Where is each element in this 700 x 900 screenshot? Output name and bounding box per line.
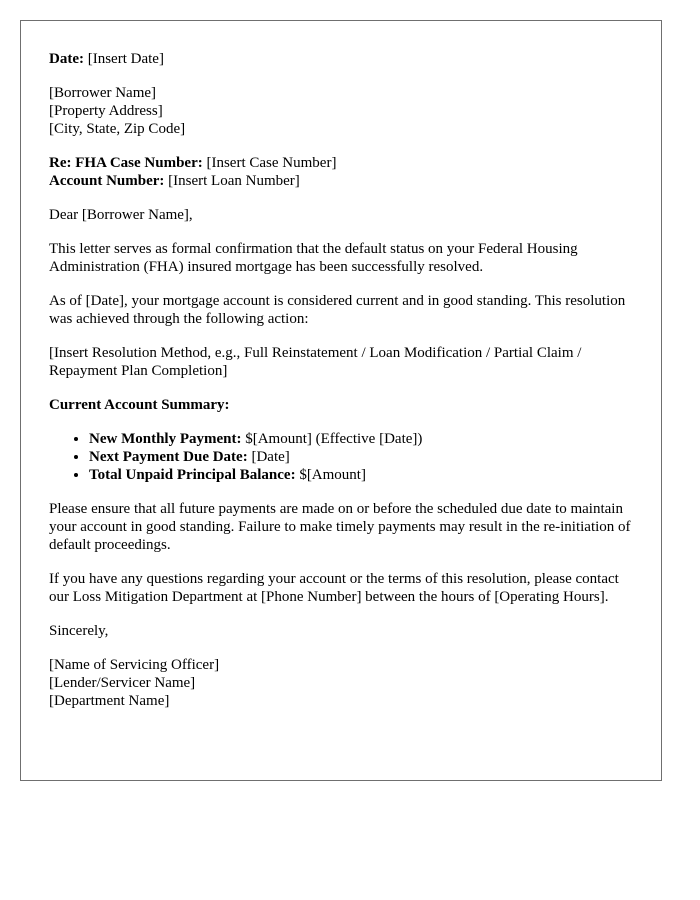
summary-list — [49, 430, 633, 484]
summary-item-label: Total Unpaid Principal Balance: — [89, 467, 296, 483]
date-value: [Insert Date] — [87, 51, 164, 67]
paragraph-payment-reminder: Please ensure that all future payments are made on or before the scheduled due date to maintain your account in good standing. Failure to make timely payments may result in the re-initiation of default proceedings. — [49, 501, 631, 553]
summary-item-monthly-payment — [89, 430, 633, 448]
paragraph-status: As of [Date], your mortgage account is considered current and in good standing. This resolution was achieved through the following action: — [49, 293, 626, 327]
summary-item-label: New Monthly Payment: — [89, 431, 242, 447]
reference-block — [49, 154, 633, 190]
recipient-name: [Borrower Name] — [49, 85, 157, 101]
recipient-city: [City, State, Zip Code] — [49, 121, 186, 137]
signature-department: [Department Name] — [49, 693, 170, 709]
summary-item-label: Next Payment Due Date: — [89, 449, 248, 465]
signature-officer: [Name of Servicing Officer] — [49, 657, 220, 673]
case-number-value: [Insert Case Number] — [206, 155, 337, 171]
salutation: Dear [Borrower Name], — [49, 207, 193, 223]
paragraph-confirmation: This letter serves as formal confirmation that the default status on your Federal Housing Administration (FHA) insured mortgage has been successfully resolved. — [49, 241, 578, 275]
summary-item-next-due-date — [89, 448, 633, 466]
letter-document — [20, 20, 662, 781]
summary-item-value: $[Amount] — [295, 467, 366, 483]
recipient-address: [Property Address] — [49, 103, 163, 119]
summary-item-value: $[Amount] (Effective [Date]) — [241, 431, 423, 447]
signature-lender: [Lender/Servicer Name] — [49, 675, 196, 691]
summary-heading — [49, 396, 633, 414]
recipient-block — [49, 84, 633, 138]
signoff: Sincerely, — [49, 623, 109, 639]
summary-item-principal-balance — [89, 466, 633, 484]
summary-heading-text: Current Account Summary: — [49, 397, 230, 413]
summary-item-value: [Date] — [247, 449, 290, 465]
account-number-line — [49, 172, 633, 190]
account-number-value: [Insert Loan Number] — [168, 173, 300, 189]
case-number-line — [49, 154, 633, 172]
account-number-label: Account Number: — [49, 173, 165, 189]
paragraph-contact: If you have any questions regarding your account or the terms of this resolution, please contact our Loss Mitigation Department at [Phone Number] between the hours of [Operating Hours]. — [49, 571, 619, 605]
signature-block — [49, 656, 633, 710]
date-label: Date: — [49, 51, 84, 67]
case-number-label: Re: FHA Case Number: — [49, 155, 203, 171]
date-line — [49, 50, 633, 68]
paragraph-resolution-method: [Insert Resolution Method, e.g., Full Reinstatement / Loan Modification / Partial Claim / Repayment Plan Completion] — [49, 345, 582, 379]
